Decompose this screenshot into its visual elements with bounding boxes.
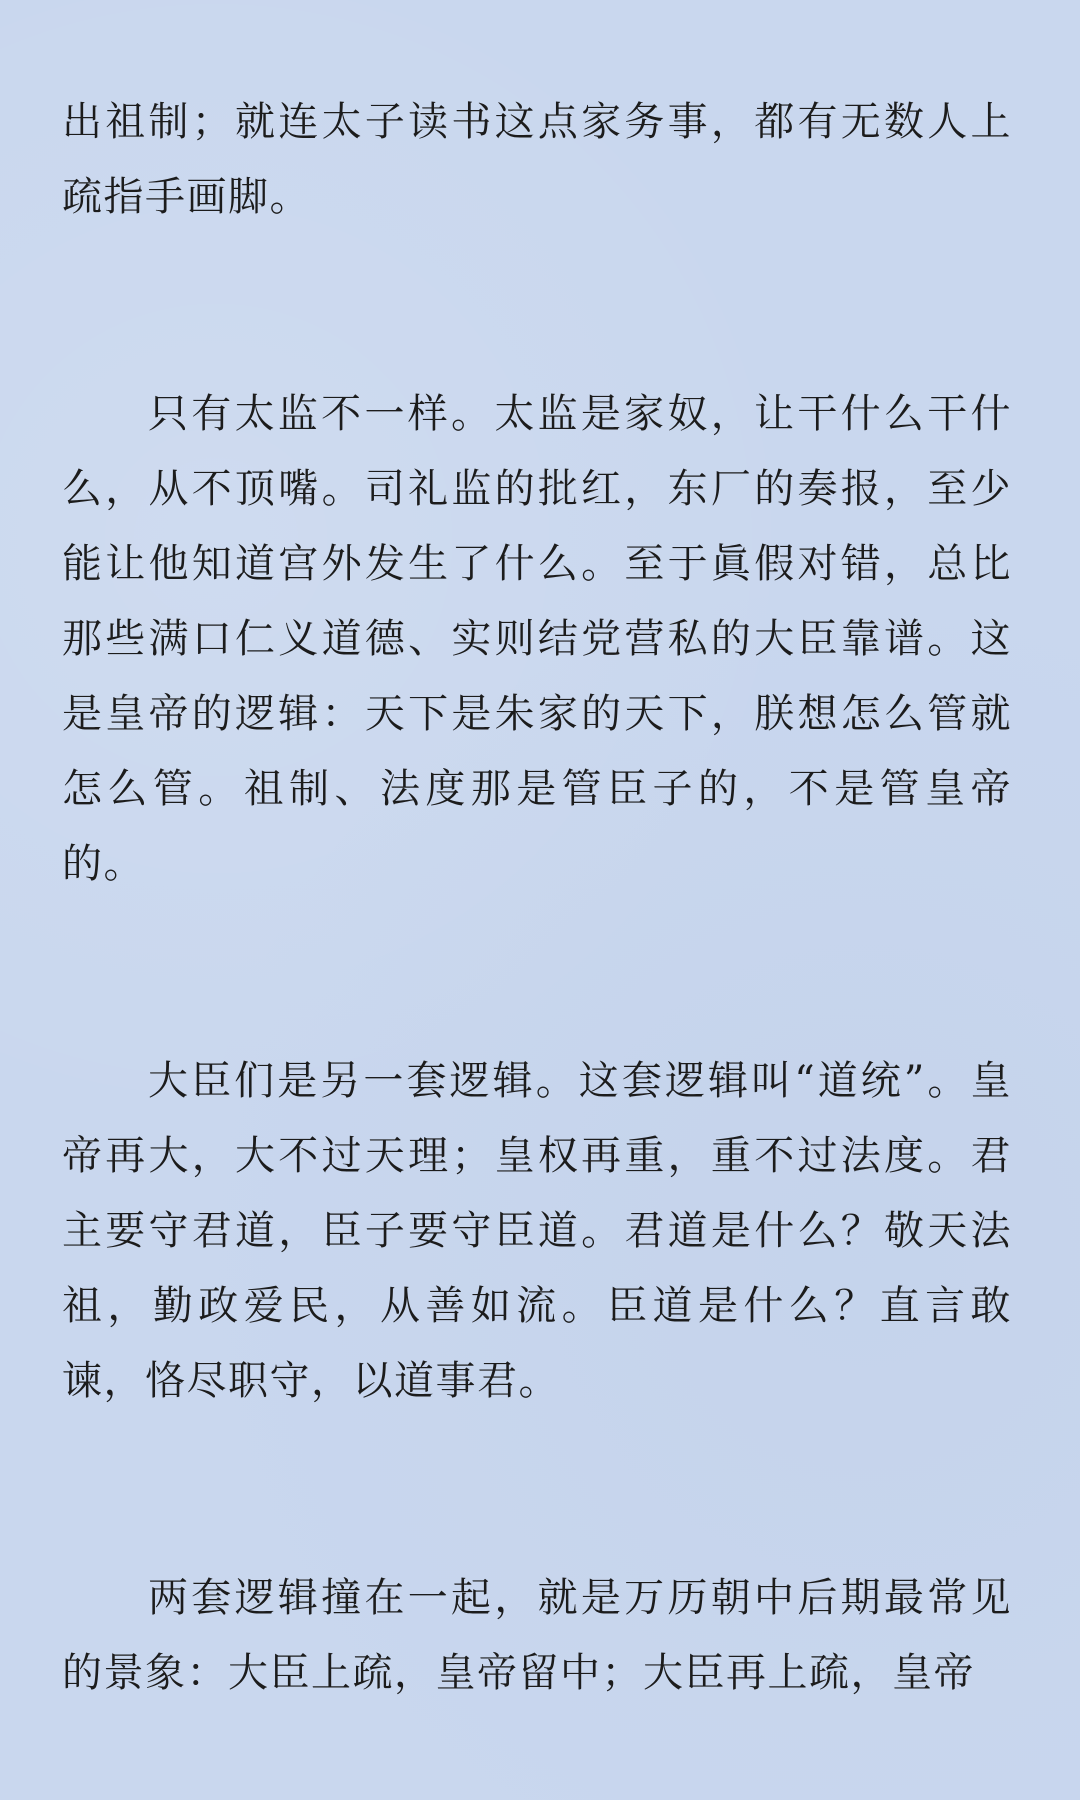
- paragraph-4: 两套逻辑撞在一起，就是万历朝中后期最常见的景象：大臣上疏，皇帝留中；大臣再上疏，皇帝: [62, 1575, 1012, 1696]
- paragraph-1: 出祖制；就连太子读书这点家务事，都有无数人上疏指手画脚。: [62, 99, 1012, 220]
- paragraph-3: 大臣们是另一套逻辑。这套逻辑叫“道统”。皇帝再大，大不过天理；皇权再重，重不过法度。君主要守君道，臣子要守臣道。君道是什么？敬天法祖，勤政爱民，从善如流。臣道是什么？直言敢谏，恪尽职守，以道事君。: [62, 1058, 1012, 1404]
- paragraph-2: 只有太监不一样。太监是家奴，让干什么干什么，从不顶嘴。司礼监的批红，东厂的奏报，至少能让他知道宫外发生了什么。至于眞假对错，总比那些满口仁义道德、实则结党营私的大臣靠谱。这是皇帝的逻辑：天下是朱家的天下，朕想怎么管就怎么管。祖制、法度那是管臣子的，不是管皇帝的。: [62, 391, 1012, 887]
